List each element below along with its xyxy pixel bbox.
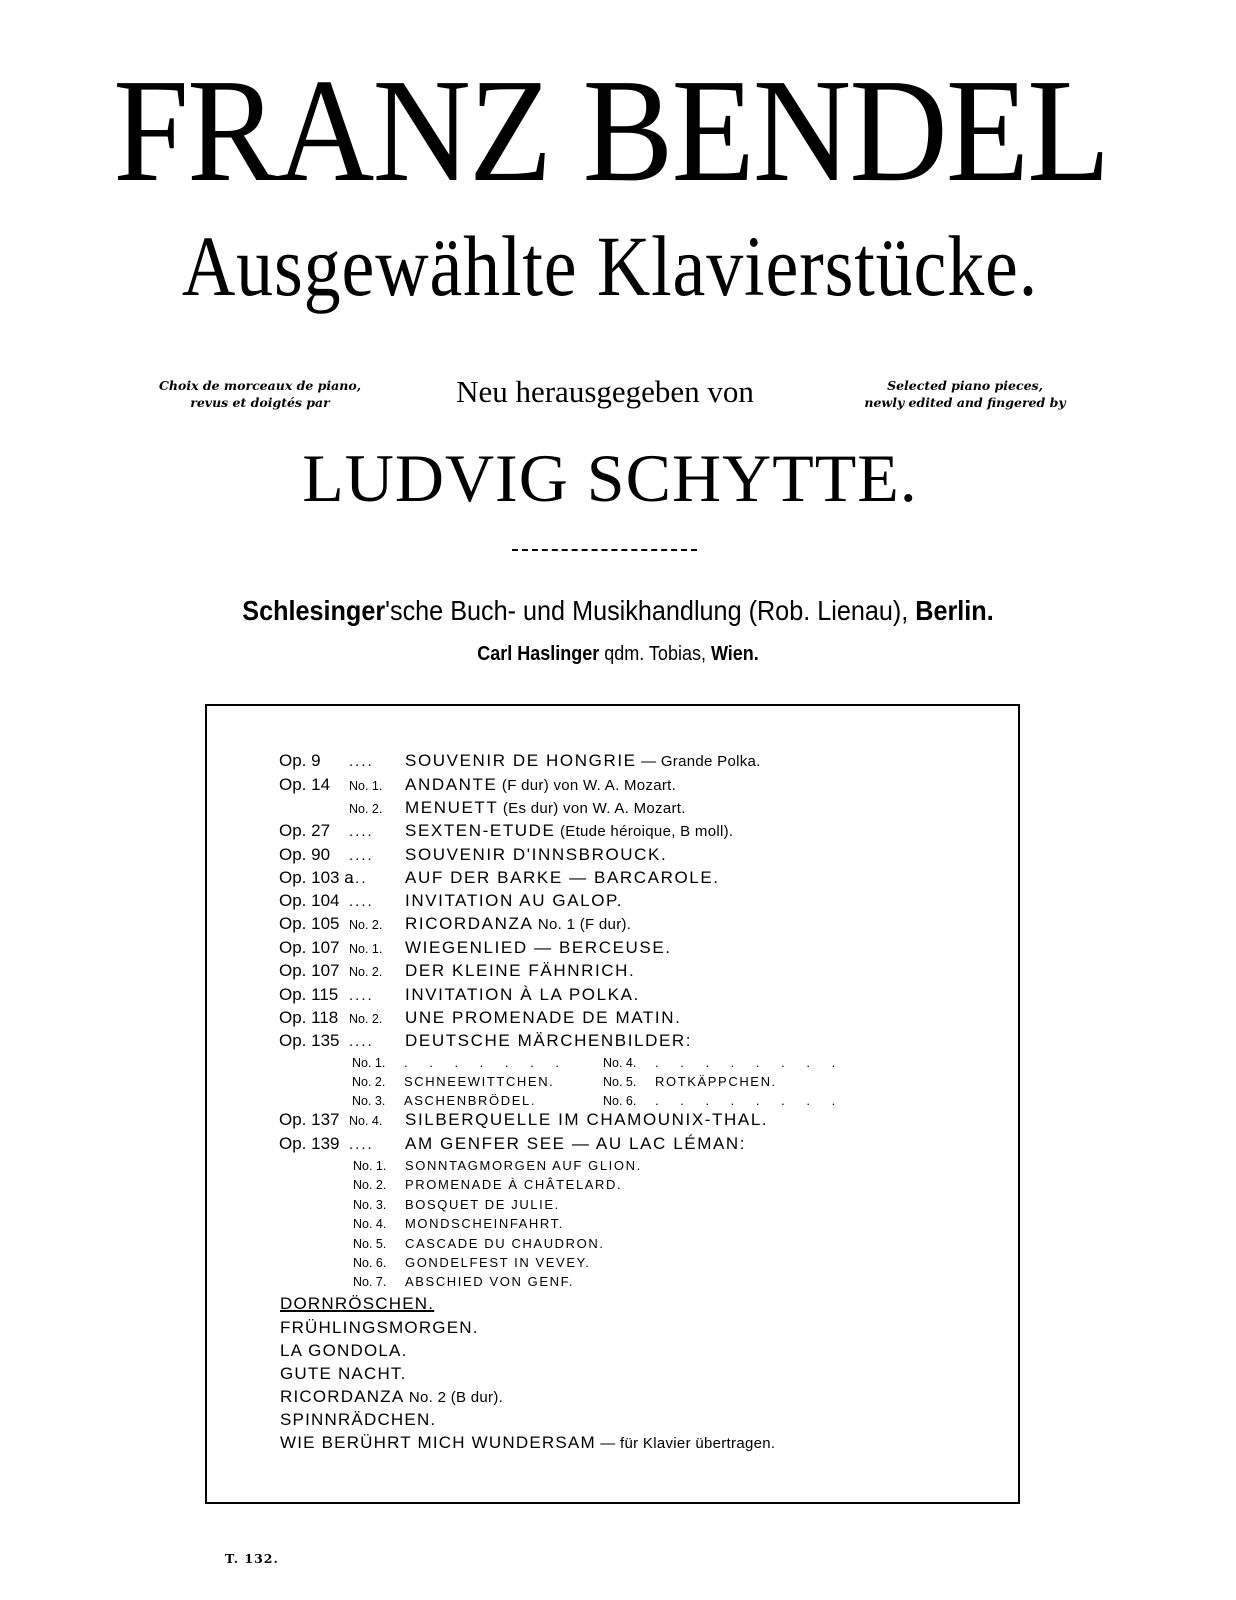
sub-item-title: ROTKÄPPCHEN. bbox=[655, 1074, 777, 1089]
piece-detail: No. 2 (B dur). bbox=[404, 1389, 504, 1406]
english-note-line-1: Selected piano pieces, bbox=[887, 378, 1043, 393]
contents-row bbox=[279, 845, 667, 865]
sub-item-title: PROMENADE À CHÂTELARD. bbox=[405, 1177, 623, 1192]
row-marker: No. 2. bbox=[349, 918, 383, 932]
sub-item bbox=[353, 1235, 605, 1253]
opus-number: Op. 118 bbox=[279, 1008, 339, 1027]
contents-row bbox=[279, 891, 623, 911]
opus-number: Op. 135 bbox=[279, 1031, 340, 1050]
sub-item bbox=[603, 1092, 844, 1110]
opus-number: Op. 107 bbox=[279, 938, 340, 957]
sub-item-number: No. 5. bbox=[603, 1075, 637, 1089]
contents-row bbox=[279, 751, 761, 771]
contents-row bbox=[279, 961, 635, 981]
sub-item-title: . . . . . . . . bbox=[655, 1093, 845, 1108]
publisher-city: Berlin. bbox=[915, 595, 994, 626]
english-note bbox=[830, 377, 1100, 411]
plate-number: T. 132. bbox=[225, 1551, 279, 1566]
sub-item-number: No. 7. bbox=[353, 1275, 387, 1289]
french-note-line-2: revus et doigtés par bbox=[190, 395, 330, 410]
piece-title: WIEGENLIED — BERCEUSE. bbox=[405, 938, 672, 957]
piece-title: AM GENFER SEE — AU LAC LÉMAN: bbox=[405, 1134, 747, 1153]
piece-detail: No. 1 (F dur). bbox=[533, 916, 632, 933]
edited-by-label: Neu herausgegeben von bbox=[456, 374, 754, 409]
sub-item-title: CASCADE DU CHAUDRON. bbox=[405, 1236, 605, 1251]
piece-title: SOUVENIR D'INNSBROUCK. bbox=[405, 845, 668, 864]
sub-item-title: BOSQUET DE JULIE. bbox=[405, 1197, 560, 1212]
piece-title: ANDANTE bbox=[405, 775, 498, 794]
contents-row bbox=[279, 985, 640, 1005]
row-marker: No. 1. bbox=[349, 942, 383, 956]
sub-item bbox=[352, 1054, 568, 1072]
contents-row bbox=[279, 798, 686, 818]
sub-item bbox=[603, 1054, 844, 1072]
publisher-detail: 'sche Buch- und Musikhandlung (Rob. Lienau), bbox=[385, 595, 916, 626]
contents-row bbox=[279, 1110, 768, 1130]
sub-item-number: No. 3. bbox=[353, 1198, 387, 1212]
opus-number: Op. 115 bbox=[279, 985, 339, 1004]
sub-item bbox=[352, 1073, 554, 1091]
row-marker: .... bbox=[349, 893, 374, 910]
collection-title: Ausgewählte Klavierstücke. bbox=[181, 218, 1039, 314]
sub-item-number: No. 4. bbox=[353, 1217, 387, 1231]
french-note-line-1: Choix de morceaux de piano, bbox=[158, 378, 362, 393]
piece-title: WIE BERÜHRT MICH WUNDERSAM bbox=[280, 1433, 596, 1452]
opus-number: Op. 14 bbox=[279, 775, 331, 794]
sub-item bbox=[353, 1215, 564, 1233]
sub-item bbox=[353, 1196, 560, 1214]
piece-detail: — für Klavier übertragen. bbox=[595, 1435, 776, 1452]
publisher-2-name: Carl Haslinger bbox=[477, 643, 600, 665]
sub-item-number: No. 2. bbox=[353, 1178, 387, 1192]
sub-item-title: ABSCHIED VON GENF. bbox=[405, 1274, 574, 1289]
piece-detail: — Grande Polka. bbox=[636, 753, 761, 770]
publisher-berlin bbox=[152, 592, 1084, 630]
french-note bbox=[130, 377, 390, 411]
loose-piece bbox=[280, 1410, 436, 1430]
piece-title: SILBERQUELLE IM CHAMOUNIX-THAL. bbox=[405, 1110, 769, 1129]
loose-piece bbox=[280, 1433, 775, 1453]
contents-row bbox=[279, 868, 720, 888]
piece-title: UNE PROMENADE DE MATIN. bbox=[405, 1008, 682, 1027]
sub-item-number: No. 1. bbox=[353, 1159, 387, 1173]
piece-title: DEUTSCHE MÄRCHENBILDER: bbox=[405, 1031, 693, 1050]
piece-title: DER KLEINE FÄHNRICH. bbox=[405, 961, 636, 980]
sub-item bbox=[352, 1092, 536, 1110]
row-marker: No. 4. bbox=[349, 1114, 383, 1128]
sub-item-number: No. 6. bbox=[603, 1094, 637, 1108]
opus-number: Op. 104 bbox=[279, 891, 340, 910]
sub-item-title: SONNTAGMORGEN AUF GLION. bbox=[405, 1158, 642, 1173]
sub-item-title: GONDELFEST IN VEVEY. bbox=[405, 1255, 591, 1270]
loose-piece bbox=[280, 1341, 408, 1361]
english-note-line-2: newly edited and fingered by bbox=[864, 395, 1066, 410]
loose-piece bbox=[280, 1294, 434, 1314]
piece-title: INVITATION À LA POLKA. bbox=[405, 985, 640, 1004]
piece-title: GUTE NACHT. bbox=[280, 1364, 407, 1383]
piece-detail: (F dur) von W. A. Mozart. bbox=[497, 777, 677, 794]
row-marker: No. 2. bbox=[349, 1012, 383, 1026]
contents-row bbox=[279, 1031, 692, 1051]
sub-item-title: . . . . . . . bbox=[404, 1055, 568, 1070]
row-marker: .... bbox=[349, 987, 374, 1004]
row-marker: .... bbox=[349, 753, 374, 770]
composer-name: FRANZ BENDEL bbox=[113, 49, 1109, 213]
ornamental-divider bbox=[512, 549, 697, 551]
piece-detail: (Es dur) von W. A. Mozart. bbox=[498, 800, 686, 817]
sub-item-number: No. 6. bbox=[353, 1256, 387, 1270]
sub-item-number: No. 1. bbox=[352, 1056, 386, 1070]
publisher-name: Schlesinger bbox=[242, 595, 386, 626]
piece-title: FRÜHLINGSMORGEN. bbox=[280, 1318, 479, 1337]
contents-row bbox=[279, 821, 733, 841]
opus-number: Op. 9 bbox=[279, 751, 321, 770]
opus-number: Op. 105 bbox=[279, 914, 340, 933]
contents-row bbox=[279, 914, 631, 934]
loose-piece bbox=[280, 1364, 407, 1384]
piece-title: RICORDANZA bbox=[280, 1387, 405, 1406]
row-marker: .... bbox=[349, 1136, 374, 1153]
sub-item bbox=[353, 1273, 574, 1291]
publisher-vienna bbox=[152, 640, 1084, 668]
opus-number: Op. 137 bbox=[279, 1110, 340, 1129]
piece-title: MENUETT bbox=[405, 798, 499, 817]
sub-item-number: No. 2. bbox=[352, 1075, 386, 1089]
contents-row bbox=[279, 775, 676, 795]
piece-title: SPINNRÄDCHEN. bbox=[280, 1410, 437, 1429]
piece-title: AUF DER BARKE — BARCAROLE. bbox=[405, 868, 720, 887]
piece-title: SOUVENIR DE HONGRIE bbox=[405, 751, 637, 770]
publisher-2-detail: qdm. Tobias, bbox=[599, 643, 711, 665]
sub-item bbox=[353, 1176, 622, 1194]
sub-item bbox=[603, 1073, 777, 1091]
sub-item-number: No. 3. bbox=[352, 1094, 386, 1108]
publisher-2-city: Wien. bbox=[710, 643, 759, 665]
opus-number: Op. 139 bbox=[279, 1134, 340, 1153]
row-marker: .... bbox=[349, 823, 374, 840]
piece-detail: (Etude héroique, B moll). bbox=[555, 823, 734, 840]
row-marker: No. 2. bbox=[349, 965, 383, 979]
contents-row bbox=[279, 1134, 746, 1154]
sub-item-number: No. 5. bbox=[353, 1237, 387, 1251]
row-marker: .... bbox=[349, 1033, 374, 1050]
loose-piece bbox=[280, 1387, 503, 1407]
contents-row bbox=[279, 938, 672, 958]
row-marker: No. 1. bbox=[349, 779, 383, 793]
piece-title: INVITATION AU GALOP. bbox=[405, 891, 624, 910]
piece-title: LA GONDOLA. bbox=[280, 1341, 408, 1360]
piece-title: RICORDANZA bbox=[405, 914, 534, 933]
row-marker: ... bbox=[349, 870, 368, 887]
row-marker: .... bbox=[349, 847, 374, 864]
sub-item bbox=[353, 1157, 642, 1175]
sub-item-number: No. 4. bbox=[603, 1056, 637, 1070]
opus-number: Op. 107 bbox=[279, 961, 340, 980]
sub-item-title: MONDSCHEINFAHRT. bbox=[405, 1216, 564, 1231]
sub-item-title: SCHNEEWITTCHEN. bbox=[404, 1074, 555, 1089]
row-marker: No. 2. bbox=[349, 802, 383, 816]
opus-number: Op. 103 a bbox=[279, 868, 354, 887]
opus-number: Op. 27 bbox=[279, 821, 331, 840]
sub-item bbox=[353, 1254, 590, 1272]
opus-number: Op. 90 bbox=[279, 845, 331, 864]
piece-title: SEXTEN-ETUDE bbox=[405, 821, 556, 840]
loose-piece bbox=[280, 1318, 479, 1338]
editor-name: LUDVIG SCHYTTE. bbox=[302, 440, 918, 516]
contents-row bbox=[279, 1008, 681, 1028]
sub-item-title: . . . . . . . . bbox=[655, 1055, 845, 1070]
piece-title: DORNRÖSCHEN. bbox=[280, 1294, 435, 1313]
sub-item-title: ASCHENBRÖDEL. bbox=[404, 1093, 537, 1108]
